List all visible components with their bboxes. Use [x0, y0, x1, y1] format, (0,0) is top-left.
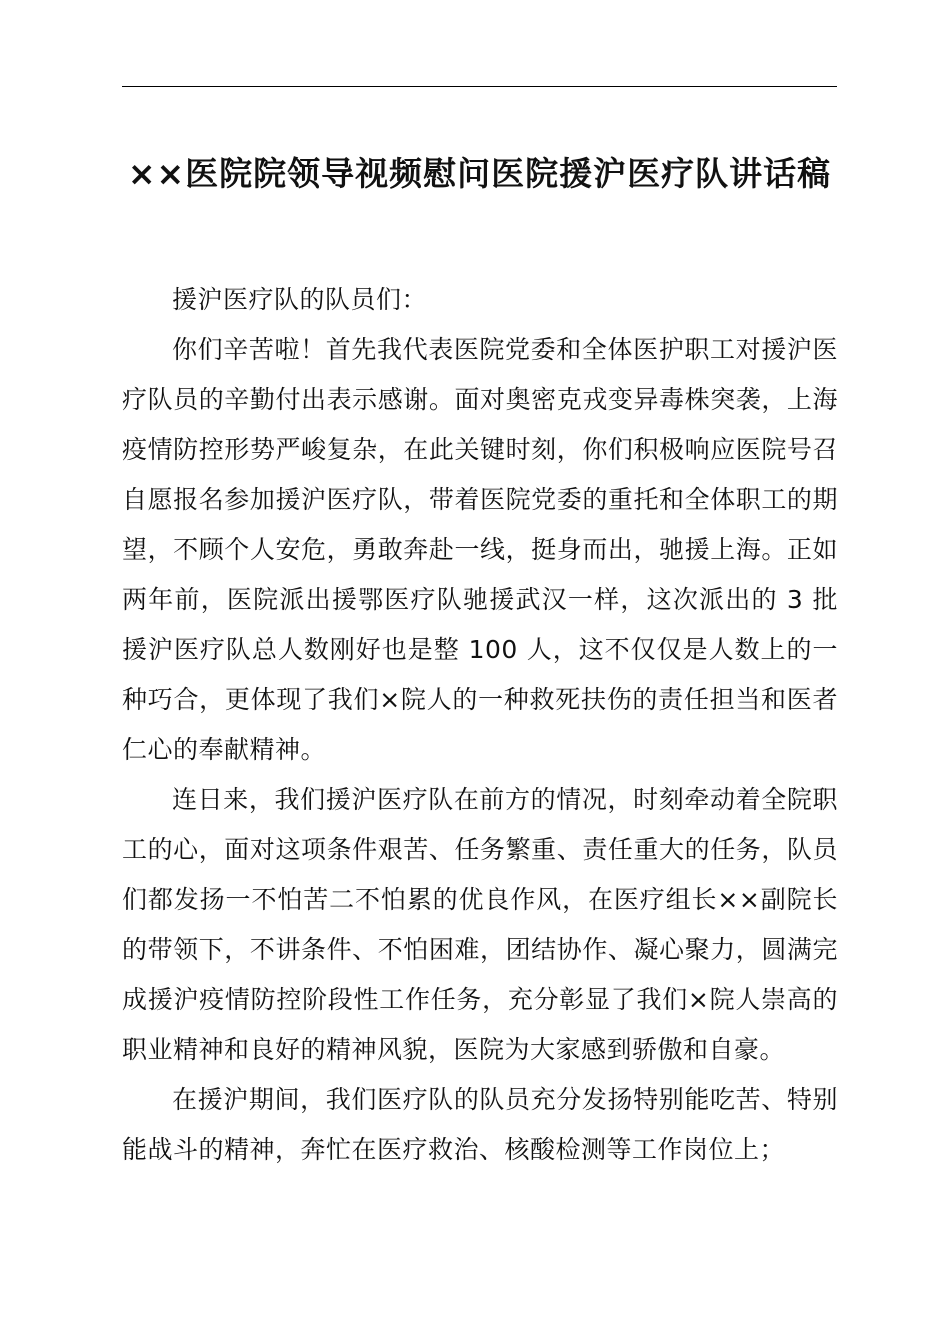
document-body [122, 275, 838, 1175]
salutation: 援沪医疗队的队员们： [172, 285, 428, 314]
document-title: ××医院院领导视频慰问医院援沪医疗队讲话稿 [127, 154, 832, 193]
paragraph-1: 你们辛苦啦！首先我代表医院党委和全体医护职工对援沪医疗队员的辛勤付出表示感谢。面对奥密克戎变异毒株突袭，上海疫情防控形势严峻复杂，在此关键时刻，你们积极响应医院号召自愿报名参加援沪医疗队，带着医院党委的重托和全体职工的期望，不顾个人安危，勇敢奔赴一线，挺身而出，驰援上海。正如两年前，医院派出援鄂医疗队驰援武汉一样，这次派出的 3 批援沪医疗队总人数刚好也是整 100 人，这不仅仅是人数上的一种巧合，更体现了我们×院人的一种救死扶伤的责任担当和医者仁心的奉献精神。 [122, 335, 838, 764]
header-rule [122, 86, 837, 87]
paragraph-3: 在援沪期间，我们医疗队的队员充分发扬特别能吃苦、特别能战斗的精神，奔忙在医疗救治、核酸检测等工作岗位上； [122, 1085, 838, 1164]
paragraph-2: 连日来，我们援沪医疗队在前方的情况，时刻牵动着全院职工的心，面对这项条件艰苦、任务繁重、责任重大的任务，队员们都发扬一不怕苦二不怕累的优良作风，在医疗组长××副院长的带领下，不讲条件、不怕困难，团结协作、凝心聚力，圆满完成援沪疫情防控阶段性工作任务，充分彰显了我们×院人崇高的职业精神和良好的精神风貌，医院为大家感到骄傲和自豪。 [122, 785, 838, 1064]
